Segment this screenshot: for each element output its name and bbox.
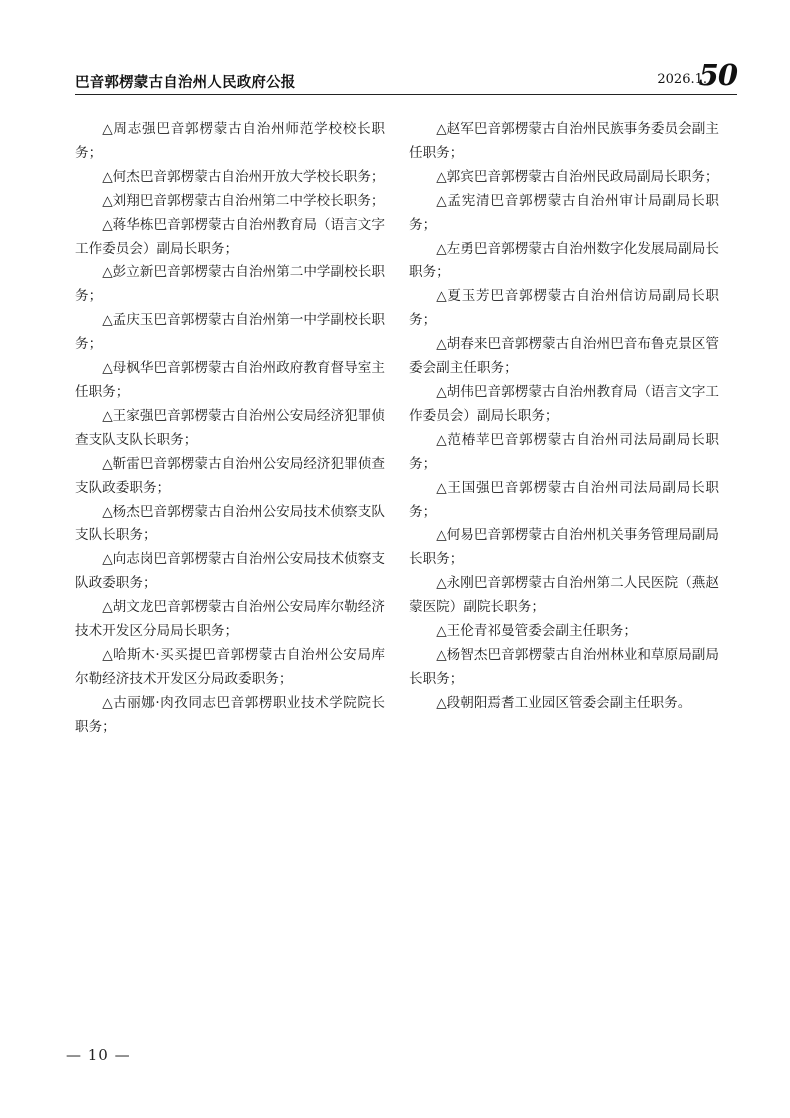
list-item: △夏玉芳巴音郭楞蒙古自治州信访局副局长职务；	[409, 288, 719, 329]
list-item: △母枫华巴音郭楞蒙古自治州政府教育督导室主任职务；	[75, 360, 385, 400]
publication-title: 巴音郭楞蒙古自治州人民政府公报	[75, 75, 296, 91]
list-item: △刘翔巴音郭楞蒙古自治州第二中学校长职务；	[102, 192, 385, 209]
list-item: △何易巴音郭楞蒙古自治州机关事务管理局副局长职务；	[409, 527, 719, 568]
list-item: △孟庆玉巴音郭楞蒙古自治州第一中学副校长职务；	[75, 312, 385, 353]
list-item: △王家强巴音郭楞蒙古自治州公安局经济犯罪侦查支队支队长职务；	[75, 407, 385, 448]
list-item: △向志岗巴音郭楞蒙古自治州公安局技术侦察支队政委职务；	[75, 551, 385, 592]
list-item: △杨智杰巴音郭楞蒙古自治州林业和草原局副局长职务；	[409, 646, 719, 687]
list-item: △哈斯木·买买提巴音郭楞蒙古自治州公安局库尔勒经济技术开发区分局政委职务；	[75, 646, 385, 687]
list-item: △左勇巴音郭楞蒙古自治州数字化发展局副局长职务；	[409, 240, 719, 281]
page-number: — 10 —	[66, 1046, 131, 1064]
list-item: △何杰巴音郭楞蒙古自治州开放大学校长职务；	[102, 168, 385, 185]
list-item: △郭宾巴音郭楞蒙古自治州民政局副局长职务；	[436, 168, 719, 185]
list-item: △胡春来巴音郭楞蒙古自治州巴音布鲁克景区管委会副主任职务；	[409, 336, 719, 377]
list-item: △永刚巴音郭楞蒙古自治州第二人民医院（燕赵蒙医院）副院长职务；	[409, 575, 719, 616]
list-item: △赵军巴音郭楞蒙古自治州民族事务委员会副主任职务；	[409, 121, 719, 161]
list-item: △胡伟巴音郭楞蒙古自治州教育局（语言文字工作委员会）副局长职务；	[409, 383, 719, 424]
page-header	[75, 58, 737, 92]
list-item: △王国强巴音郭楞蒙古自治州司法局副局长职务；	[409, 479, 719, 520]
list-item: △范椿苹巴音郭楞蒙古自治州司法局副局长职务；	[409, 431, 719, 472]
list-item: △胡文龙巴音郭楞蒙古自治州公安局库尔勒经济技术开发区分局局长职务；	[75, 599, 385, 640]
list-item: △段朝阳焉耆工业园区管委会副主任职务。	[436, 694, 692, 711]
issue-date: 2026.1.	[657, 72, 707, 87]
list-item: △彭立新巴音郭楞蒙古自治州第二中学副校长职务；	[75, 264, 385, 305]
list-item: △杨杰巴音郭楞蒙古自治州公安局技术侦察支队支队长职务；	[75, 503, 385, 544]
right-column	[409, 118, 719, 716]
list-item: △古丽娜·肉孜同志巴音郭楞职业技术学院院长职务；	[75, 694, 385, 735]
list-item: △王伦青祁曼管委会副主任职务；	[436, 623, 637, 640]
left-column	[75, 118, 385, 740]
issue-number: 50	[698, 58, 737, 92]
list-item: △孟宪清巴音郭楞蒙古自治州审计局副局长职务；	[409, 192, 719, 233]
list-item: △蒋华栋巴音郭楞蒙古自治州教育局（语言文字工作委员会）副局长职务；	[75, 216, 385, 257]
header-rule	[75, 94, 737, 95]
list-item: △靳雷巴音郭楞蒙古自治州公安局经济犯罪侦查支队政委职务；	[75, 455, 385, 496]
list-item: △周志强巴音郭楞蒙古自治州师范学校校长职务；	[75, 121, 385, 161]
